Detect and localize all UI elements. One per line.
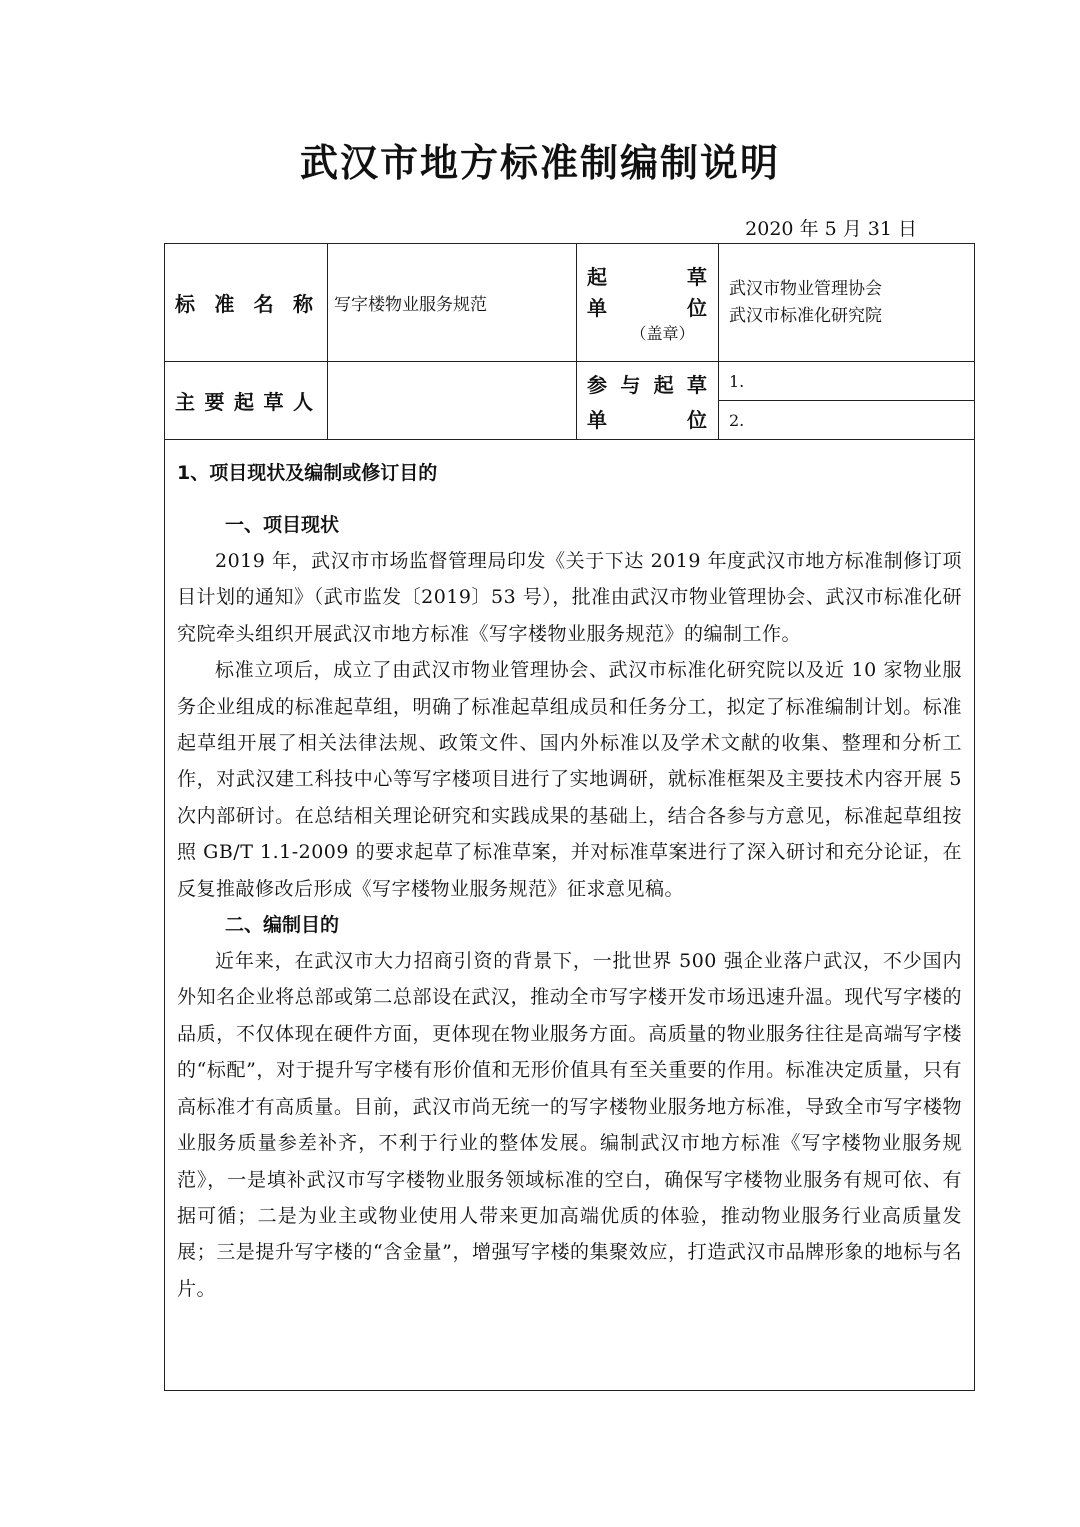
section-1-title: 1、项目现状及编制或修订目的 [177, 462, 438, 484]
drafting-unit-label-cell [577, 244, 719, 362]
content-row [165, 440, 975, 1391]
drafting-units-cell [719, 244, 975, 362]
label-char: 位 [687, 407, 707, 432]
seal-note: （盖章） [630, 324, 695, 343]
subsection-2-title: 二、编制目的 [225, 914, 340, 937]
label-char: 草 [686, 372, 707, 397]
main-drafter-row [165, 362, 975, 401]
drafting-unit-label-top [587, 261, 707, 290]
main-drafter-label [175, 386, 313, 415]
paragraph: 2019 年，武汉市市场监督管理局印发《关于下达 2019 年度武汉市地方标准制修订项目计划的通知》（武市监发〔2019〕53 号），批准由武汉市物业管理协会、武汉市标准化研究院牵头组织开展武汉市地方标准《写字楼物业服务规范》的编制工作。 [177, 550, 962, 645]
main-drafter-label-cell [165, 362, 328, 440]
standard-name-label-cell [165, 244, 328, 362]
label-char: 标 [175, 292, 195, 316]
paragraph: 近年来，在武汉市大力招商引资的背景下，一批世界 500 强企业落户武汉，不少国内外知名企业将总部或第二总部设在武汉，推动全市写字楼开发市场迅速升温。现代写字楼的品质，不仅体现在硬件方面，更体现在物业服务方面。高质量的物业服务往往是高端写字楼的“标配”，对于提升写字楼有形价值和无形价值具有至关重要的作用。标准决定质量，只有高标准才有高质量。目前，武汉市尚无统一的写字楼物业服务地方标准，导致全市写字楼物业服务质量参差补齐，不利于行业的整体发展。编制武汉市地方标准《写字楼物业服务规范》，一是填补武汉市写字楼物业服务领域标准的空白，确保写字楼物业服务有规可依、有据可循；二是为业主或物业使用人带来更加高端优质的体验，推动物业服务行业高质量发展；三是提升写字楼的“含金量”，增强写字楼的集聚效应，打造武汉市品牌形象的地标与名片。 [177, 950, 962, 1300]
participating-unit-label-bottom [587, 404, 707, 433]
label-char: 草 [263, 390, 284, 414]
label-char: 起 [587, 265, 607, 289]
standard-name-value: 写字楼物业服务规范 [328, 244, 577, 362]
label-char: 名 [253, 292, 274, 316]
label-char: 与 [620, 372, 641, 397]
participating-unit-2: 2. [719, 401, 975, 440]
info-table [164, 243, 975, 1391]
label-char: 准 [214, 292, 235, 316]
label-char: 要 [204, 390, 225, 414]
label-char: 位 [687, 296, 707, 320]
label-char: 主 [175, 390, 195, 414]
participating-unit-label-cell [577, 362, 719, 440]
label-char: 起 [653, 372, 674, 397]
standard-name-label [175, 288, 313, 317]
content-cell [165, 440, 975, 1391]
document-title: 武汉市地方标准制编制说明 [299, 141, 780, 185]
participating-unit-1: 1. [719, 362, 975, 401]
label-char: 人 [293, 390, 313, 414]
drafting-unit-2: 武汉市标准化研究院 [729, 305, 882, 326]
drafting-unit-1: 武汉市物业管理协会 [729, 278, 882, 299]
paragraph: 标准立项后，成立了由武汉市物业管理协会、武汉市标准化研究院以及近 10 家物业服务企业组成的标准起草组，明确了标准起草组成员和任务分工，拟定了标准编制计划。标准起草组开展了相关法律法规、政策文件、国内外标准以及学术文献的收集、整理和分析工作，对武汉建工科技中心等写字楼项目进行了实地调研，就标准框架及主要技术内容开展 5 次内部研讨。在总结相关理论研究和实践成果的基础上，结合各参与方意见，标准起草组按照 GB/T 1.1-2009 的要求起草了标准草案，并对标准草案进行了深入研讨和充分论证，在反复推敲修改后形成《写字楼物业服务规范》征求意见稿。 [177, 659, 962, 900]
label-char: 单 [587, 407, 607, 432]
standard-name-row [165, 244, 975, 362]
label-char: 称 [292, 292, 313, 316]
document-date: 2020 年 5 月 31 日 [745, 218, 917, 240]
label-char: 参 [587, 372, 607, 397]
main-drafter-value [328, 362, 577, 440]
label-char: 起 [234, 390, 254, 414]
label-char: 草 [687, 265, 707, 289]
subsection-1-title: 一、项目现状 [225, 514, 340, 536]
participating-unit-label-top [587, 369, 707, 398]
drafting-unit-label-bottom [587, 292, 707, 321]
label-char: 单 [587, 296, 607, 320]
